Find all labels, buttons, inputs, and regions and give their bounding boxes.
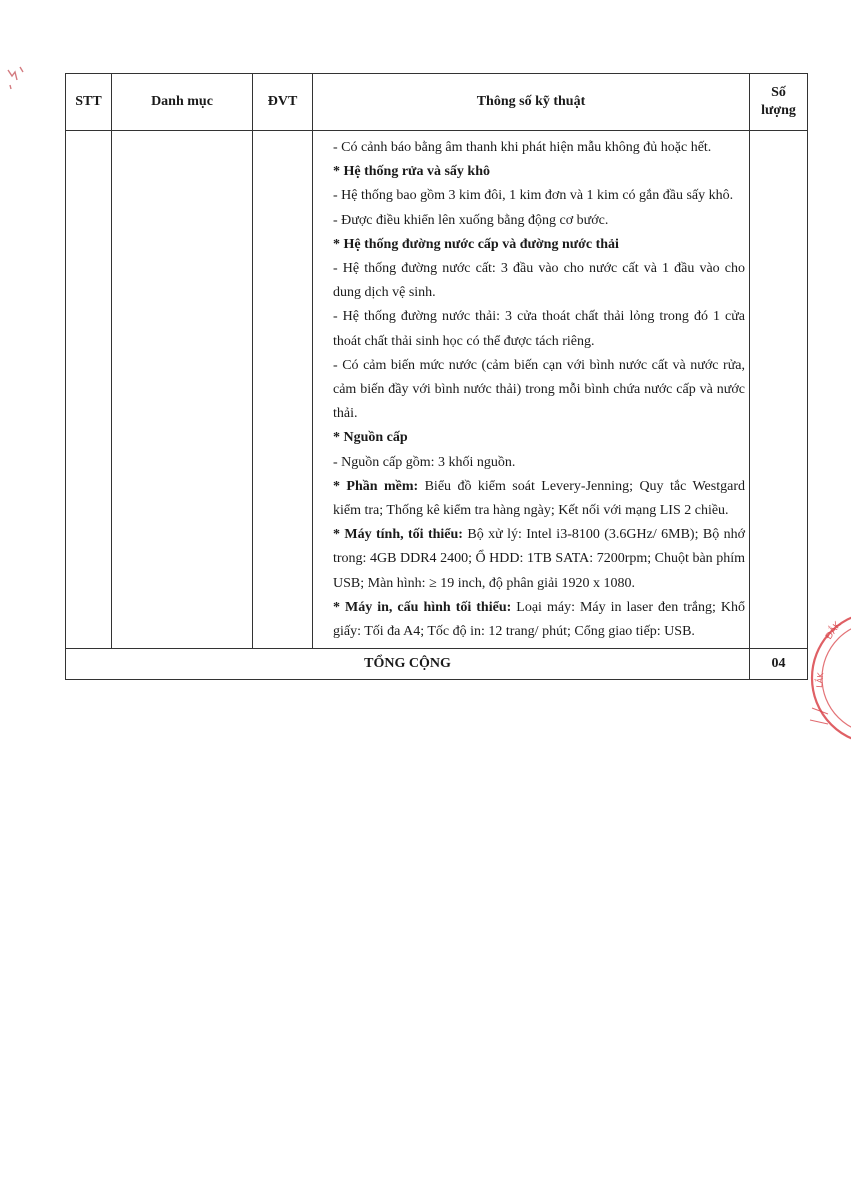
spec-label: * Máy in, cấu hình tối thiểu: [333, 599, 512, 615]
spec-text: Bộ xử lý: Intel i3-8100 (3.6GHz/ 6MB); Bộ nhớ trong: 4GB DDR4 2400; Ổ HDD: 1TB SATA: 7200rpm; Chuột bàn phím USB; Màn hình: ≥ 19 inch, độ phân giải 1920 x 1080. [333, 527, 745, 591]
spec-line: - Có cảnh báo bằng âm thanh khi phát hiện mẫu không đủ hoặc hết. [333, 140, 712, 155]
spec-line: - Có cảm biến mức nước (cảm biến cạn với bình nước cất và nước rửa, cảm biến đầy với bình nước thải) trong mỗi bình chứa nước cấp và nước thải. [333, 357, 745, 422]
spec-section-heading: * Hệ thống rửa và sấy khô [333, 164, 490, 180]
table-row [66, 131, 808, 649]
cell-so-luong [750, 131, 808, 649]
spec-section-heading: * Nguồn cấp [333, 430, 408, 446]
cell-spec [313, 131, 750, 649]
spec-text: Biểu đồ kiểm soát Levery-Jenning; Quy tắc Westgard kiểm tra; Thống kê kiểm tra hàng ngày; Kết nối với mạng LIS 2 chiều. [333, 478, 745, 519]
spec-text: Loại máy: Máy in laser đen trắng; Khổ giấy: Tối đa A4; Tốc độ in: 12 trang/ phút; Cổng giao tiếp: USB. [333, 599, 745, 640]
header-row [66, 74, 808, 131]
spec-section-heading: * Hệ thống đường nước cấp và đường nước thải [333, 236, 619, 252]
spec-line: - Được điều khiển lên xuống bằng động cơ bước. [333, 212, 609, 228]
spec-line-printer [323, 596, 745, 644]
header-thong-so: Thông số kỹ thuật [313, 74, 750, 131]
cell-stt [66, 131, 112, 649]
total-value: 04 [750, 649, 808, 680]
spec-line: - Hệ thống đường nước cất: 3 đầu vào cho nước cất và 1 đầu vào cho dung dịch vệ sinh. [333, 261, 745, 301]
spec-line: - Hệ thống bao gồm 3 kim đôi, 1 kim đơn và 1 kim có gắn đầu sấy khô. [333, 188, 734, 204]
svg-text:LẮK: LẮK [815, 672, 826, 689]
spec-line: - Hệ thống đường nước thải: 3 cửa thoát chất thải lỏng trong đó 1 cửa thoát chất thải sinh học có thể được tách riêng. [333, 309, 745, 349]
spec-line: - Nguồn cấp gồm: 3 khối nguồn. [333, 454, 516, 470]
svg-text:ĐẮK: ĐẮK [824, 620, 844, 642]
header-stt: STT [66, 74, 112, 131]
spec-label: * Máy tính, tối thiểu: [333, 527, 463, 543]
red-ink-mark [0, 55, 40, 105]
spec-line-computer [323, 523, 745, 596]
header-danh-muc: Danh mục [112, 74, 253, 131]
spec-table [65, 73, 808, 680]
cell-dvt [253, 131, 313, 649]
total-label: TỔNG CỘNG [66, 649, 750, 680]
spec-label: * Phần mềm: [333, 478, 419, 494]
header-dvt: ĐVT [253, 74, 313, 131]
total-row [66, 649, 808, 680]
header-so-luong-line2: lượng [761, 103, 796, 118]
cell-danh-muc [112, 131, 253, 649]
header-so-luong [750, 74, 808, 131]
header-so-luong-line1: Số [771, 85, 786, 100]
spec-line-software [323, 475, 745, 523]
